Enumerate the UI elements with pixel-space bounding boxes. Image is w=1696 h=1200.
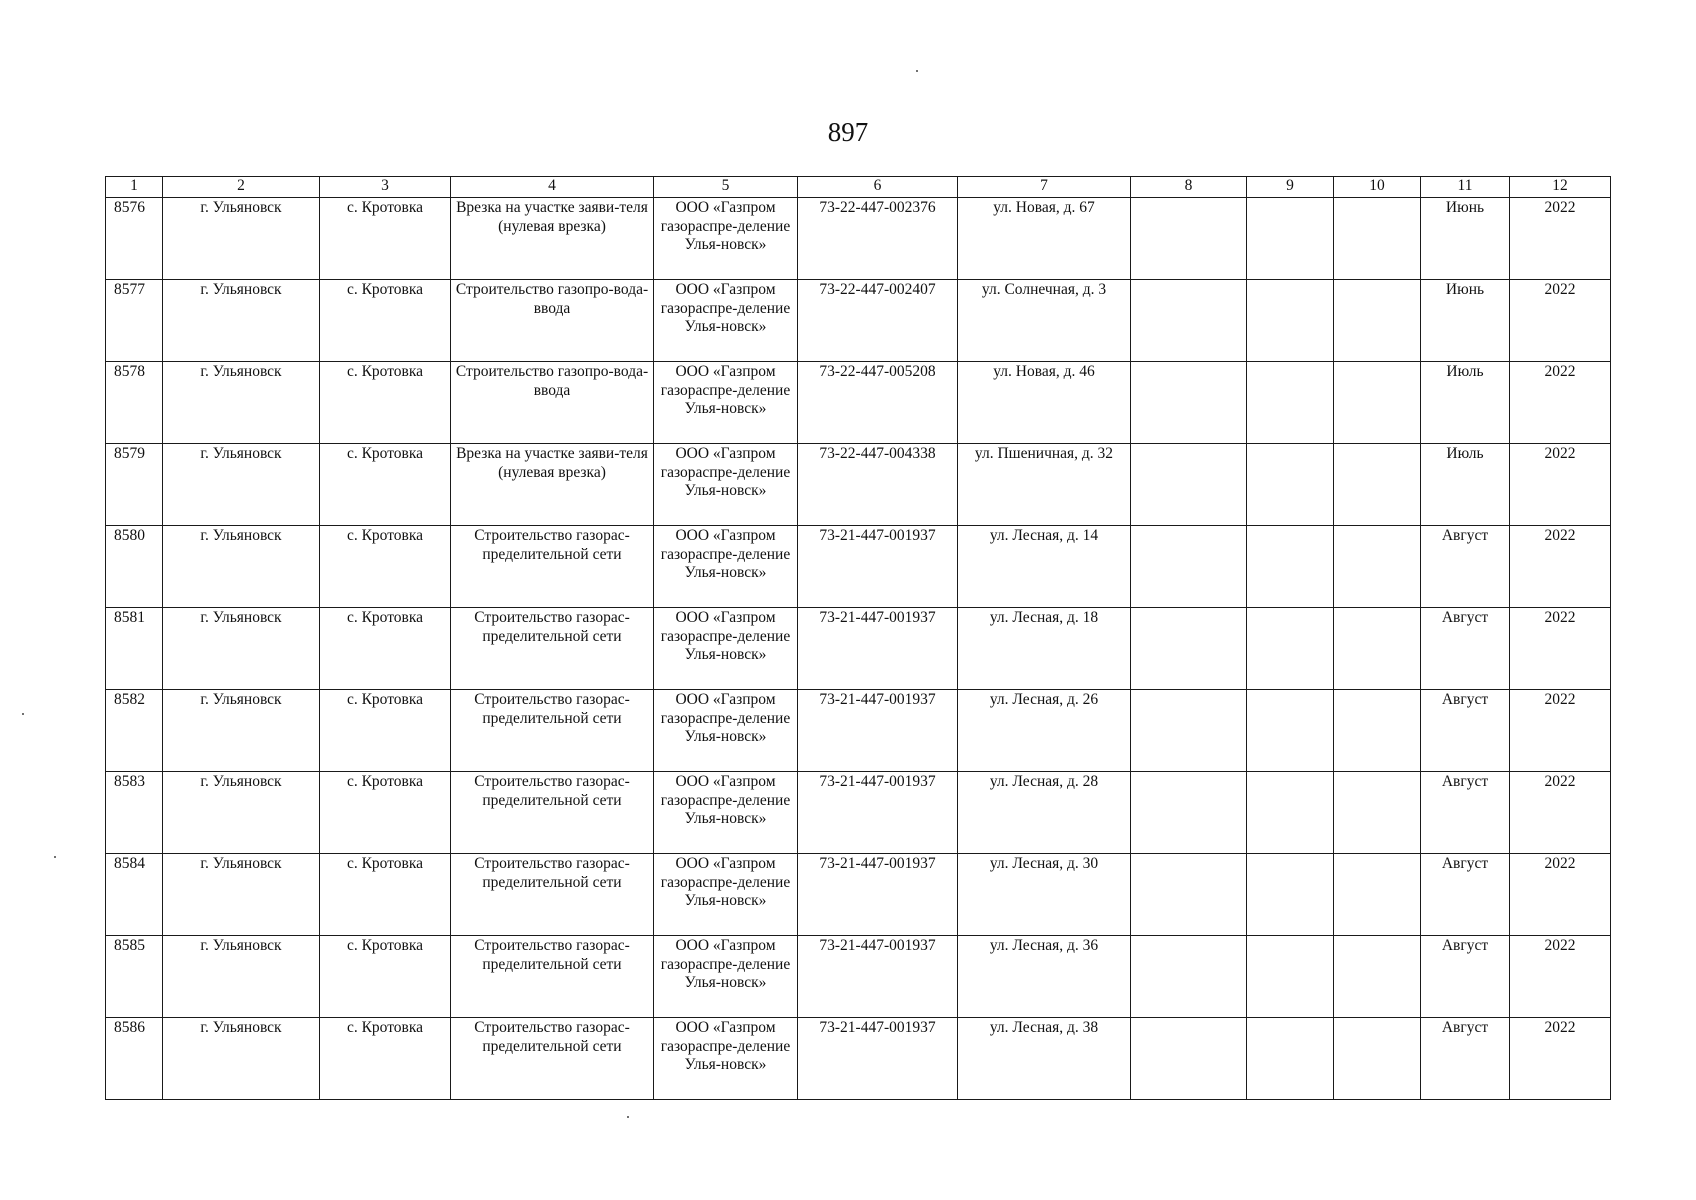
table-cell-col-7: ул. Солнечная, д. 3 [958,280,1131,362]
column-header: 11 [1421,177,1510,198]
table-cell-col-3: с. Кротовка [320,772,451,854]
table-cell-col-7: ул. Пшеничная, д. 32 [958,444,1131,526]
table-cell-col-7: ул. Лесная, д. 14 [958,526,1131,608]
table-cell-col-1: 8583 [106,772,163,854]
table-row [106,936,1611,1018]
table-cell-col-11: Август [1421,526,1510,608]
table-cell-col-7: ул. Лесная, д. 26 [958,690,1131,772]
table-cell-col-11: Июнь [1421,198,1510,280]
table-cell-col-7: ул. Лесная, д. 28 [958,772,1131,854]
table-cell-col-9 [1247,280,1334,362]
table-cell-col-11: Август [1421,1018,1510,1100]
table-cell-col-2: г. Ульяновск [163,280,320,362]
table-row [106,526,1611,608]
table-cell-col-8 [1131,280,1247,362]
table-cell-col-4: Строительство газорас-пределительной сети [451,690,654,772]
table-cell-col-9 [1247,444,1334,526]
table-body [106,198,1611,1100]
table-cell-col-4: Строительство газорас-пределительной сети [451,526,654,608]
table-cell-col-8 [1131,690,1247,772]
table-cell-col-9 [1247,608,1334,690]
table-row [106,854,1611,936]
table-cell-col-1: 8582 [106,690,163,772]
table-cell-col-6: 73-22-447-002407 [798,280,958,362]
table-cell-col-3: с. Кротовка [320,854,451,936]
table-cell-col-1: 8579 [106,444,163,526]
table-cell-col-8 [1131,526,1247,608]
table-cell-col-3: с. Кротовка [320,608,451,690]
table-cell-col-6: 73-21-447-001937 [798,936,958,1018]
table-cell-col-8 [1131,1018,1247,1100]
table-cell-col-12: 2022 [1510,936,1611,1018]
table-cell-col-7: ул. Лесная, д. 18 [958,608,1131,690]
table-cell-col-4: Строительство газорас-пределительной сети [451,854,654,936]
table-cell-col-5: ООО «Газпром газораспре-деление Улья-новск» [654,198,798,280]
table-cell-col-10 [1334,198,1421,280]
table-cell-col-11: Июль [1421,362,1510,444]
table-cell-col-10 [1334,690,1421,772]
table-cell-col-9 [1247,1018,1334,1100]
table-cell-col-11: Август [1421,936,1510,1018]
column-header: 2 [163,177,320,198]
table-cell-col-10 [1334,1018,1421,1100]
table-cell-col-10 [1334,936,1421,1018]
table-cell-col-3: с. Кротовка [320,690,451,772]
table-cell-col-10 [1334,526,1421,608]
table-cell-col-6: 73-21-447-001937 [798,526,958,608]
table-cell-col-4: Строительство газорас-пределительной сети [451,936,654,1018]
table-cell-col-9 [1247,198,1334,280]
table-cell-col-10 [1334,280,1421,362]
table-row [106,690,1611,772]
table-cell-col-5: ООО «Газпром газораспре-деление Улья-новск» [654,854,798,936]
table-cell-col-12: 2022 [1510,854,1611,936]
table-cell-col-10 [1334,362,1421,444]
table-cell-col-11: Июль [1421,444,1510,526]
table-cell-col-5: ООО «Газпром газораспре-деление Улья-новск» [654,526,798,608]
column-header: 5 [654,177,798,198]
table-cell-col-5: ООО «Газпром газораспре-деление Улья-новск» [654,690,798,772]
table-cell-col-7: ул. Новая, д. 46 [958,362,1131,444]
table-cell-col-12: 2022 [1510,772,1611,854]
table-cell-col-9 [1247,772,1334,854]
table-cell-col-2: г. Ульяновск [163,526,320,608]
table-cell-col-3: с. Кротовка [320,198,451,280]
table-cell-col-12: 2022 [1510,198,1611,280]
column-header: 6 [798,177,958,198]
table-cell-col-12: 2022 [1510,362,1611,444]
table-cell-col-5: ООО «Газпром газораспре-деление Улья-новск» [654,772,798,854]
column-header: 10 [1334,177,1421,198]
document-table [105,176,1611,1100]
table-cell-col-5: ООО «Газпром газораспре-деление Улья-новск» [654,936,798,1018]
table-cell-col-6: 73-21-447-001937 [798,1018,958,1100]
table-cell-col-4: Врезка на участке заяви-теля (нулевая врезка) [451,198,654,280]
table-cell-col-10 [1334,608,1421,690]
table-cell-col-8 [1131,854,1247,936]
table-row [106,1018,1611,1100]
table-cell-col-6: 73-21-447-001937 [798,608,958,690]
table-cell-col-9 [1247,526,1334,608]
column-header: 9 [1247,177,1334,198]
table-cell-col-8 [1131,772,1247,854]
table-cell-col-2: г. Ульяновск [163,362,320,444]
table-cell-col-9 [1247,854,1334,936]
table-cell-col-4: Строительство газопро-вода-ввода [451,280,654,362]
table-cell-col-3: с. Кротовка [320,362,451,444]
table-cell-col-11: Август [1421,854,1510,936]
table-cell-col-2: г. Ульяновск [163,772,320,854]
table-cell-col-12: 2022 [1510,526,1611,608]
table-cell-col-5: ООО «Газпром газораспре-деление Улья-новск» [654,280,798,362]
table-cell-col-4: Строительство газопро-вода-ввода [451,362,654,444]
table-cell-col-6: 73-21-447-001937 [798,854,958,936]
table-cell-col-12: 2022 [1510,1018,1611,1100]
table-cell-col-2: г. Ульяновск [163,690,320,772]
table-row [106,444,1611,526]
table-cell-col-6: 73-22-447-002376 [798,198,958,280]
page-number: 897 [827,117,869,147]
table-cell-col-2: г. Ульяновск [163,854,320,936]
table-cell-col-5: ООО «Газпром газораспре-деление Улья-новск» [654,1018,798,1100]
table-row [106,362,1611,444]
table-cell-col-4: Строительство газорас-пределительной сети [451,1018,654,1100]
table-cell-col-11: Июнь [1421,280,1510,362]
column-header: 4 [451,177,654,198]
table-cell-col-1: 8577 [106,280,163,362]
scan-speck [54,856,56,858]
column-header: 7 [958,177,1131,198]
table-cell-col-12: 2022 [1510,690,1611,772]
table-cell-col-7: ул. Лесная, д. 30 [958,854,1131,936]
scan-speck [627,1116,629,1118]
scan-speck [22,713,24,715]
table-cell-col-5: ООО «Газпром газораспре-деление Улья-новск» [654,362,798,444]
table-cell-col-12: 2022 [1510,608,1611,690]
column-header: 8 [1131,177,1247,198]
header-row [106,177,1611,198]
table-cell-col-2: г. Ульяновск [163,444,320,526]
table-cell-col-11: Август [1421,772,1510,854]
table-cell-col-1: 8584 [106,854,163,936]
column-header: 1 [106,177,163,198]
table-cell-col-1: 8580 [106,526,163,608]
table-cell-col-8 [1131,936,1247,1018]
table-cell-col-1: 8585 [106,936,163,1018]
table-cell-col-1: 8581 [106,608,163,690]
table-cell-col-10 [1334,444,1421,526]
table-cell-col-1: 8578 [106,362,163,444]
table-cell-col-9 [1247,936,1334,1018]
column-header: 3 [320,177,451,198]
table-cell-col-11: Август [1421,690,1510,772]
table-cell-col-8 [1131,198,1247,280]
table-row [106,608,1611,690]
table-cell-col-3: с. Кротовка [320,936,451,1018]
table-cell-col-11: Август [1421,608,1510,690]
table-cell-col-7: ул. Лесная, д. 38 [958,1018,1131,1100]
table-cell-col-7: ул. Лесная, д. 36 [958,936,1131,1018]
table-row [106,198,1611,280]
table-cell-col-2: г. Ульяновск [163,936,320,1018]
table-cell-col-7: ул. Новая, д. 67 [958,198,1131,280]
table-cell-col-5: ООО «Газпром газораспре-деление Улья-новск» [654,444,798,526]
table-cell-col-12: 2022 [1510,280,1611,362]
table-cell-col-4: Строительство газорас-пределительной сети [451,772,654,854]
table-cell-col-4: Врезка на участке заяви-теля (нулевая врезка) [451,444,654,526]
table-cell-col-3: с. Кротовка [320,280,451,362]
table-cell-col-8 [1131,444,1247,526]
table-cell-col-3: с. Кротовка [320,444,451,526]
table-cell-col-4: Строительство газорас-пределительной сети [451,608,654,690]
table-cell-col-8 [1131,362,1247,444]
table-row [106,772,1611,854]
table-cell-col-3: с. Кротовка [320,526,451,608]
table-cell-col-2: г. Ульяновск [163,1018,320,1100]
table-cell-col-6: 73-21-447-001937 [798,690,958,772]
table-cell-col-5: ООО «Газпром газораспре-деление Улья-новск» [654,608,798,690]
table-cell-col-6: 73-21-447-001937 [798,772,958,854]
table-cell-col-6: 73-22-447-005208 [798,362,958,444]
table-row [106,280,1611,362]
table-cell-col-9 [1247,362,1334,444]
table-cell-col-12: 2022 [1510,444,1611,526]
table-header [106,177,1611,198]
table-cell-col-10 [1334,854,1421,936]
table-cell-col-9 [1247,690,1334,772]
table-cell-col-1: 8576 [106,198,163,280]
table-cell-col-2: г. Ульяновск [163,608,320,690]
scan-speck [916,70,918,72]
table-cell-col-1: 8586 [106,1018,163,1100]
table-cell-col-3: с. Кротовка [320,1018,451,1100]
table-cell-col-2: г. Ульяновск [163,198,320,280]
table-cell-col-10 [1334,772,1421,854]
table-cell-col-6: 73-22-447-004338 [798,444,958,526]
column-header: 12 [1510,177,1611,198]
table-cell-col-8 [1131,608,1247,690]
